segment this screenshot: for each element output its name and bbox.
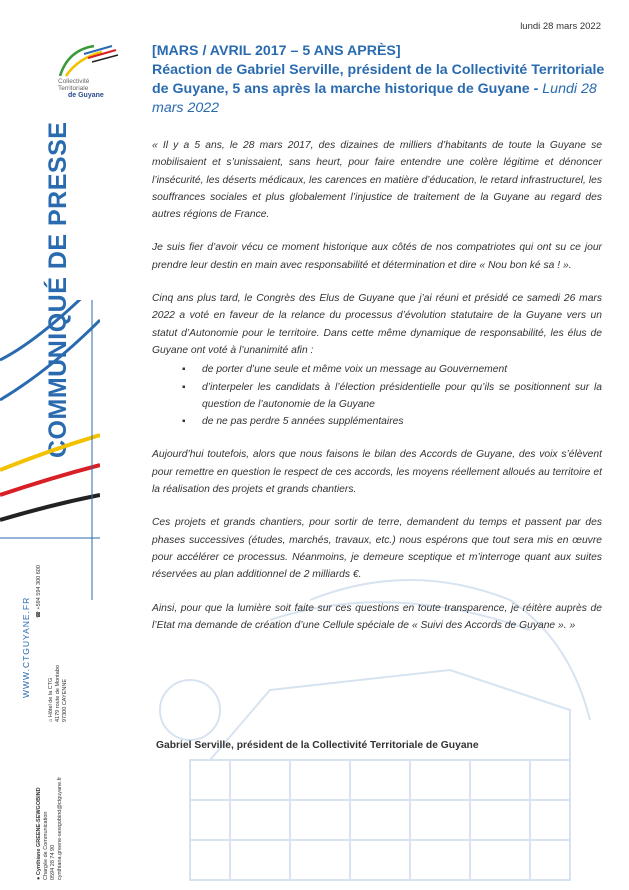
document-date: lundi 28 mars 2022 bbox=[520, 21, 601, 32]
paragraph-4: Aujourd’hui toutefois, alors que nous faisons le bilan des Accords de Guyane, des voix s’élèvent pour remettre en question le respect de ces accords, les moyens réellement alloués au territoire et la réalisation des projets et grands chantiers. bbox=[152, 449, 602, 496]
paragraph-2: Je suis fier d’avoir vécu ce moment historique aux côtés de nos compatriotes qui ont su ce jour prendre leur destin en main avec responsabilité et détermination et dire « Nou bon ké sa ! ». bbox=[152, 242, 602, 271]
bullet-list bbox=[152, 361, 602, 430]
contact-address: ⌂ Hôtel de la CTG 4179 route de Montabo 97300 CAYENNE bbox=[48, 665, 68, 722]
paragraph-3: Cinq ans plus tard, le Congrès des Elus de Guyane que j’ai réuni et présidé ce samedi 26 mars 2022 a voté en faveur de la relance du processus d’évolution statutaire de la Guyane vers un statut d’Autonomie pour le territoire. Dans cette même dynamique de responsabilité, les élus de Guyane ont voté à l’unanimité afin : bbox=[152, 293, 602, 356]
contact-phone: ☎ +594 594 300 600 bbox=[36, 565, 42, 618]
stripe-blue bbox=[0, 300, 100, 360]
decorative-stripes bbox=[0, 300, 100, 600]
paragraph-6: Ainsi, pour que la lumière soit faite sur ces questions en toute transparence, je réitère auprès de l’Etat ma demande de création d’une Cellule spéciale de « Suivi des Accords de Guyane ». » bbox=[152, 602, 602, 631]
bullet-item: ▪ d’interpeler les candidats à l’élection présidentielle pour qu’ils se positionnent sur la question de l’autonomie de la Guyane bbox=[186, 379, 602, 414]
heading-main: Réaction de Gabriel Serville, président de la Collectivité Territoriale de Guyane, 5 ans après la marche historique de Guyane - bbox=[152, 62, 605, 97]
contact-person: ● Cynthiane GREENE-SEWGOBIND Chargée de Communication 0594 28 74 90 cynthiana.greene-sewgobind@ctguyane.fr bbox=[36, 776, 63, 880]
home-icon: ⌂ bbox=[48, 717, 54, 722]
logo-text-line3: de Guyane bbox=[68, 92, 104, 99]
signature: Gabriel Serville, président de la Collectivité Territoriale de Guyane bbox=[156, 740, 479, 751]
logo-text-line2: Territoriale bbox=[58, 85, 89, 92]
press-release-body bbox=[152, 137, 602, 650]
bullet-item: ▪ de porter d’une seule et même voix un message au Gouvernement bbox=[186, 361, 602, 378]
phone-icon: ☎ bbox=[36, 609, 42, 618]
person-icon: ● bbox=[36, 875, 42, 880]
side-title: COMMUNIQUÉ DE PRESSE bbox=[44, 121, 72, 458]
paragraph-1: « Il y a 5 ans, le 28 mars 2017, des dizaines de milliers d’habitants de toute la Guyane se mobilisaient et s’unissaient, sans heurt, pour faire entendre une colère légitime et dénoncer l’insécurité, les déserts médicaux, les carences en matière d’éducation, le retard infrastructurel, les souffrances sociales et plus globalement l’injustice de traitement de la Guyane au regard des autres régions de France. bbox=[152, 140, 602, 221]
stripe-red bbox=[0, 465, 100, 495]
stripe-blue-2 bbox=[0, 320, 100, 400]
contact-email[interactable]: cynthiana.greene-sewgobind@ctguyane.fr bbox=[57, 776, 63, 880]
press-release-heading bbox=[152, 42, 607, 118]
stripe-black bbox=[0, 495, 100, 520]
paragraph-5: Ces projets et grands chantiers, pour sortir de terre, demandent du temps et passent par des phases successives (études, marchés, travaux, etc.) nous espérons que tout sera mis en œuvre pour accélérer ce processus. Néanmoins, je demeure sceptique et m’interroge quant aux suites réservées au plan additionnel de 2 milliards €. bbox=[152, 517, 602, 581]
logo-swoosh-icon bbox=[54, 42, 132, 80]
ctg-logo bbox=[54, 42, 132, 102]
heading-date: Lundi 28 mars 2022 bbox=[152, 81, 597, 116]
bullet-item: ▪ de ne pas perdre 5 années supplémentaires bbox=[186, 413, 602, 430]
logo-text-line1: Collectivité bbox=[58, 78, 90, 85]
stripe-yellow bbox=[0, 435, 100, 470]
heading-line1: [MARS / AVRIL 2017 – 5 ANS APRÈS] bbox=[152, 43, 401, 59]
website-link[interactable]: WWW.CTGUYANE.FR bbox=[21, 596, 31, 698]
